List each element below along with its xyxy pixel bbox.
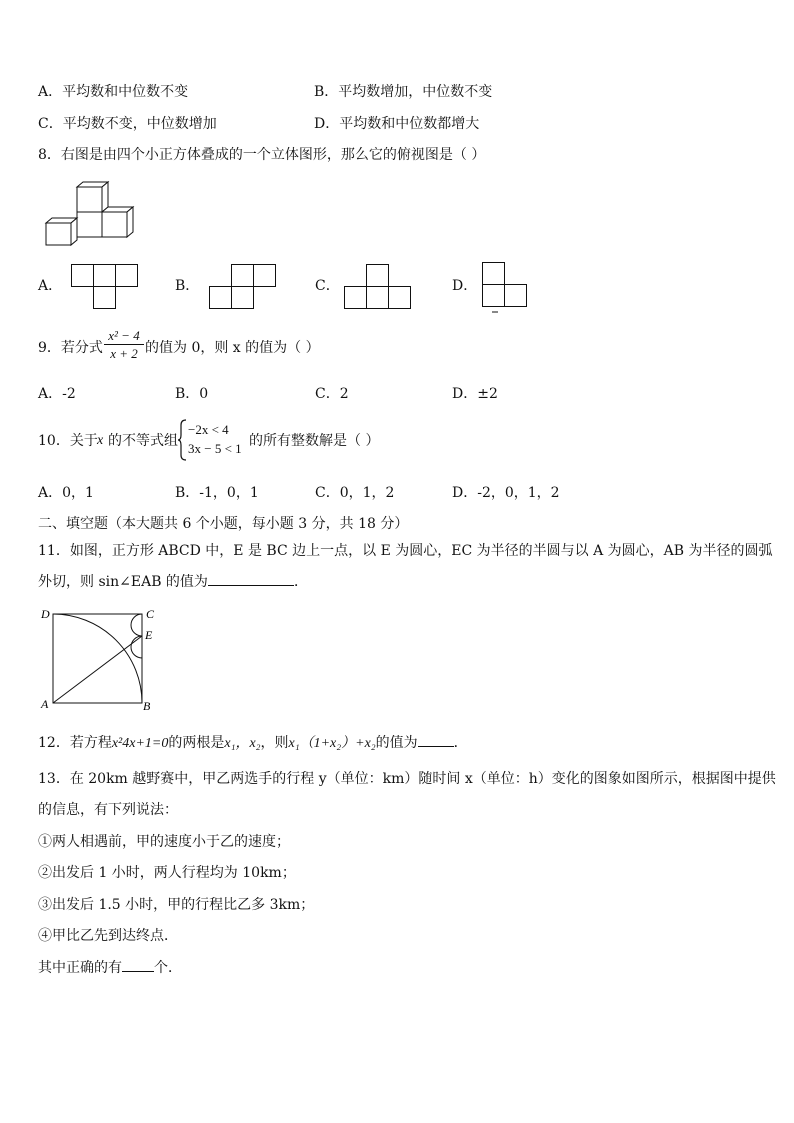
q12-end: ． xyxy=(453,735,468,751)
q12-equation: x²4x+1=0 xyxy=(111,736,169,751)
q12-expression: x₁（1+x₂）+x₂ xyxy=(288,736,376,751)
q13-conclusion xyxy=(38,958,182,977)
q13-conclusion-suffix: 个． xyxy=(154,960,182,976)
q11-line-2 xyxy=(38,572,308,591)
q12-answer-blank[interactable] xyxy=(418,733,454,747)
q12-line xyxy=(38,733,468,753)
q9-numerator: x² − 4 xyxy=(108,328,140,343)
left-brace-icon xyxy=(178,419,188,461)
q9-option-c: C．2 xyxy=(315,386,349,402)
q7-option-a: A．平均数和中位数不变 xyxy=(38,84,189,100)
q12-mid: 的两根是 xyxy=(168,735,225,751)
q12-suffix: 的值为 xyxy=(375,735,418,751)
q10-option-d: D．-2，0，1，2 xyxy=(452,485,560,501)
q9-option-a: A．-2 xyxy=(38,386,76,402)
q8-label-d: D． xyxy=(452,278,478,294)
q8-label-c: C． xyxy=(315,278,340,294)
q13-conclusion-prefix: 其中正确的有 xyxy=(38,960,122,976)
q10-option-b: B．-1，0，1 xyxy=(175,485,259,501)
q9-stem-prefix: 9．若分式 xyxy=(38,340,103,356)
q10-option-a: A．0，1 xyxy=(38,485,94,501)
q11-line-2-prefix: 外切，则 sin∠EAB 的值为 xyxy=(38,574,208,590)
q9-fraction xyxy=(104,328,144,362)
q10-inequality-2: 3x − 5 < 1 xyxy=(188,441,242,456)
q13-answer-blank[interactable] xyxy=(122,958,154,972)
q10-inequality-system xyxy=(188,420,242,458)
q8-stem: 8．右图是由四个小正方体叠成的一个立体图形，那么它的俯视图是（ ） xyxy=(38,147,486,163)
q9-denominator: x + 2 xyxy=(104,344,144,362)
q13-statement-2: ②出发后 1 小时，两人行程均为 10km； xyxy=(38,865,296,881)
q10-variable: x xyxy=(97,433,104,448)
label-b: B xyxy=(143,699,151,713)
q8-option-c-figure xyxy=(344,264,412,309)
label-a: A xyxy=(41,697,49,711)
q10-stem-mid: 的不等式组 xyxy=(108,433,178,449)
q10-stem-prefix: 10．关于 xyxy=(38,433,98,449)
q13-statement-1: ①两人相遇前，甲的速度小于乙的速度； xyxy=(38,834,290,850)
q9-option-b: B．0 xyxy=(175,386,209,402)
q10-option-c: C．0，1，2 xyxy=(315,485,395,501)
q12-roots: x₁，x₂ xyxy=(224,736,261,751)
q7-option-d: D．平均数和中位数都增大 xyxy=(314,116,480,132)
q11-line-1: 11．如图，正方形 ABCD 中，E 是 BC 边上一点，以 E 为圆心，EC 为半径的半圆与以 A 为圆心，AB 为半径的圆弧 xyxy=(38,543,773,559)
q9-option-d: D．±2 xyxy=(452,386,498,402)
label-c: C xyxy=(146,607,155,621)
q12-prefix: 12．若方程 xyxy=(38,735,112,751)
q8-cube-figure xyxy=(40,180,140,250)
q8-label-b: B． xyxy=(175,278,200,294)
q11-line-2-suffix: ． xyxy=(293,574,308,590)
q10-stem-suffix: 的所有整数解是（ ） xyxy=(249,433,380,449)
q8-option-b-figure xyxy=(209,264,277,309)
q10-inequality-1: −2x < 4 xyxy=(188,422,229,437)
q7-option-b: B．平均数增加，中位数不变 xyxy=(314,84,493,100)
section-heading: 二、填空题（本大题共 6 个小题，每小题 3 分，共 18 分） xyxy=(38,516,409,532)
q9-stem-suffix: 的值为 0，则 x 的值为（ ） xyxy=(145,340,320,356)
q7-option-c: C．平均数不变，中位数增加 xyxy=(38,116,217,132)
label-e: E xyxy=(145,628,153,642)
q12-mid2: ，则 xyxy=(260,735,289,751)
q8-option-d-figure xyxy=(482,262,530,314)
label-d: D xyxy=(41,607,50,621)
q13-line-1: 13．在 20km 越野赛中，甲乙两选手的行程 y（单位：km）随时间 x（单位：h）变化的图象如图所示，根据图中提供 xyxy=(38,771,776,787)
q8-option-a-figure xyxy=(71,264,139,309)
q13-statement-4: ④甲比乙先到达终点． xyxy=(38,928,178,944)
q11-square-figure xyxy=(38,604,163,712)
q8-label-a: A． xyxy=(38,278,63,294)
q11-answer-blank[interactable] xyxy=(208,572,294,586)
q13-line-2: 的信息，有下列说法： xyxy=(38,802,178,818)
q13-statement-3: ③出发后 1.5 小时，甲的行程比乙多 3km； xyxy=(38,897,315,913)
